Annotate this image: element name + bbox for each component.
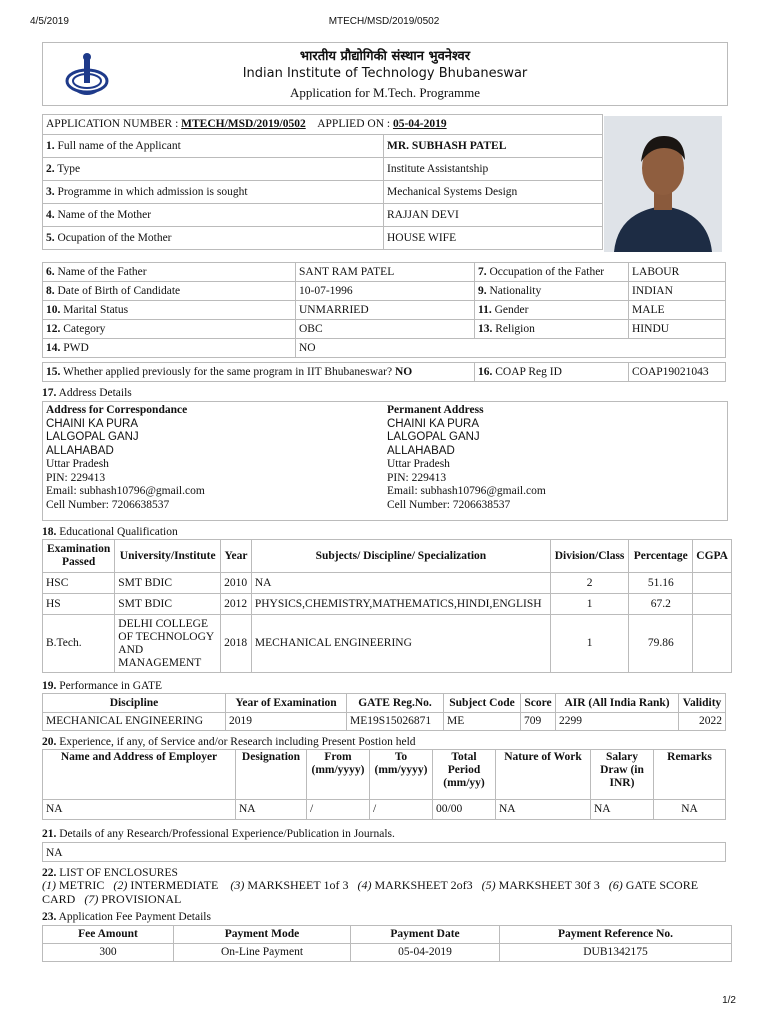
table-row: 2. Type Institute Assistantship <box>43 158 603 181</box>
gender: MALE <box>629 301 726 320</box>
education-table: Examination Passed University/Institute Year Subjects/ Discipline/ Specialization Division/Class Percentage CGPA HSC SMT BDIC 2010 NA 2 51.16 HS SMT BDIC 2012 PHYSICS,CHEMISTRY,MATHEMATICS,HINDI,ENGLISH 1 67.2 B.Tech. DELHI COLLEGE OF TECHNOLOGY AND MANAGEMENT 2018 MECHANICAL ENGINEERING 1 79.86 <box>42 539 732 673</box>
table-row: 1. Full name of the Applicant MR. SUBHASH PATEL <box>43 135 603 158</box>
institute-header <box>42 42 728 106</box>
address-details <box>42 401 728 521</box>
table-row: 3. Programme in which admission is sought Mechanical Systems Design <box>43 181 603 204</box>
research-section-title: 21. Details of any Research/Professional Experience/Publication in Journals. <box>42 828 395 840</box>
print-reference: MTECH/MSD/2019/0502 <box>328 16 440 27</box>
coap-reg-id: COAP19021043 <box>629 363 726 382</box>
institute-english-name: Indian Institute of Technology Bhubaneswar <box>242 66 528 81</box>
father-name: SANT RAM PATEL <box>296 263 475 282</box>
father-occupation: LABOUR <box>629 263 726 282</box>
table-row: 15. Whether applied previously for the same program in IIT Bhubaneswar? NO 16. COAP Reg ID COAP19021043 <box>43 363 726 382</box>
applicant-photo <box>604 116 722 252</box>
address-section-title: 17. Address Details <box>42 387 132 399</box>
table-row: 5. Ocupation of the Mother HOUSE WIFE <box>43 227 603 250</box>
correspondence-address: Address for Correspondance CHAINI KA PURA LALGOPAL GANJ ALLAHABAD Uttar Pradesh PIN: 229413 Email: subhash10796@gmail.com Cell Number: 7206638537 <box>46 404 205 511</box>
applicant-type: Institute Assistantship <box>384 158 603 181</box>
table-row: 14. PWD NO <box>43 339 726 358</box>
experience-section-title: 20. Experience, if any, of Service and/or Research including Present Postion held <box>42 736 416 748</box>
table-row: 300 On-Line Payment 05-04-2019 DUB1342175 <box>43 944 732 962</box>
application-number-cell: APPLICATION NUMBER : MTECH/MSD/2019/0502 APPLIED ON : 05-04-2019 <box>43 115 603 135</box>
research-details: NA <box>42 842 726 862</box>
experience-table: Name and Address of Employer Designation From (mm/yyyy) To (mm/yyyy) Total Period (mm/yy) Nature of Work Salary Draw (in INR) Remarks NA NA / / 00/00 NA NA NA <box>42 749 726 820</box>
details-table <box>42 262 726 358</box>
gate-section-title: 19. Performance in GATE <box>42 680 163 692</box>
table-row: HS SMT BDIC 2012 PHYSICS,CHEMISTRY,MATHEMATICS,HINDI,ENGLISH 1 67.2 <box>43 594 732 615</box>
table-row: 8. Date of Birth of Candidate 10-07-1996 9. Nationality INDIAN <box>43 282 726 301</box>
previous-application-table <box>42 362 726 382</box>
table-row: HSC SMT BDIC 2010 NA 2 51.16 <box>43 573 732 594</box>
table-row: B.Tech. DELHI COLLEGE OF TECHNOLOGY AND MANAGEMENT 2018 MECHANICAL ENGINEERING 1 79.86 <box>43 615 732 673</box>
date-of-birth: 10-07-1996 <box>296 282 475 301</box>
page-header <box>30 16 738 30</box>
marital-status: UNMARRIED <box>296 301 475 320</box>
table-row: 6. Name of the Father SANT RAM PATEL 7. Occupation of the Father LABOUR <box>43 263 726 282</box>
payment-table: Fee Amount Payment Mode Payment Date Payment Reference No. 300 On-Line Payment 05-04-2019 DUB1342175 <box>42 925 732 962</box>
enclosures-section-title: 22. LIST OF ENCLOSURES <box>42 867 178 879</box>
print-date: 4/5/2019 <box>30 16 69 27</box>
mother-occupation: HOUSE WIFE <box>384 227 603 250</box>
enclosures-list: (1) METRIC (2) INTERMEDIATE (3) MARKSHEET 1of 3 (4) MARKSHEET 2of3 (5) MARKSHEET 30f 3 (6) GATE SCORE CARD (7) PROVISIONAL <box>42 878 699 906</box>
payment-section-title: 23. Application Fee Payment Details <box>42 911 211 923</box>
table-row: 10. Marital Status UNMARRIED 11. Gender MALE <box>43 301 726 320</box>
religion: HINDU <box>629 320 726 339</box>
table-row: NA NA / / 00/00 NA NA NA <box>43 800 726 820</box>
applied-on-date: 05-04-2019 <box>392 118 447 130</box>
mother-name: RAJJAN DEVI <box>384 204 603 227</box>
nationality: INDIAN <box>629 282 726 301</box>
institute-hindi-name: भारतीय प्रौद्योगिकी संस्थान भुवनेश्वर <box>299 49 471 64</box>
gate-table: Discipline Year of Examination GATE Reg.No. Subject Code Score AIR (All India Rank) Validity MECHANICAL ENGINEERING 2019 ME19S15026871 ME 709 2299 2022 <box>42 693 726 731</box>
previously-applied: NO <box>394 365 413 378</box>
permanent-address: Permanent Address CHAINI KA PURA LALGOPAL GANJ ALLAHABAD Uttar Pradesh PIN: 229413 Email: subhash10796@gmail.com Cell Number: 7206638537 <box>387 404 546 511</box>
form-title: Application for M.Tech. Programme <box>289 85 481 100</box>
table-row: 12. Category OBC 13. Religion HINDU <box>43 320 726 339</box>
pwd-value: NO <box>296 339 726 358</box>
education-section-title: 18. Educational Qualification <box>42 526 178 538</box>
programme: Mechanical Systems Design <box>384 181 603 204</box>
person-photo-icon <box>604 116 722 252</box>
table-row: 4. Name of the Mother RAJJAN DEVI <box>43 204 603 227</box>
category: OBC <box>296 320 475 339</box>
application-number: MTECH/MSD/2019/0502 <box>181 118 306 130</box>
page-number: 1/2 <box>722 995 736 1006</box>
personal-table <box>42 114 603 250</box>
table-row: MECHANICAL ENGINEERING 2019 ME19S15026871 ME 709 2299 2022 <box>43 713 726 731</box>
applicant-name: MR. SUBHASH PATEL <box>384 135 603 158</box>
